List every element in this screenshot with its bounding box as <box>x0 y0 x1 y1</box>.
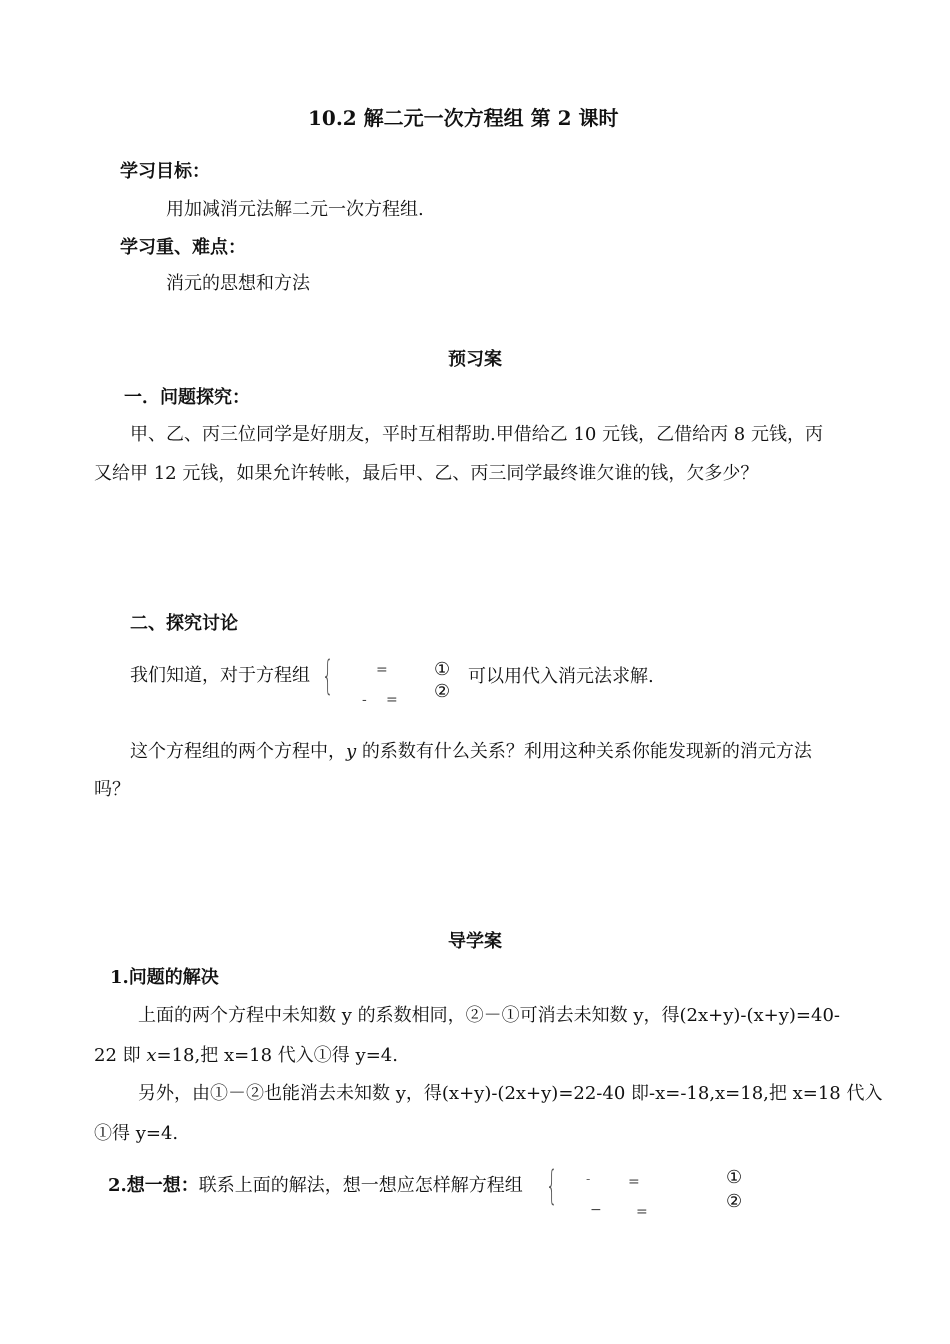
p1-line2-b: =18,把 x=18 代入①得 y=4. <box>156 1045 398 1066</box>
section2-suffix: 可以用代入消元法求解. <box>468 666 654 687</box>
section1-line1: 甲、乙、丙三位同学是好朋友，平时互相帮助.甲借给乙 10 元钱，乙借给丙 8 元钱，丙 <box>130 424 823 445</box>
system1-eq1-sign: = <box>376 662 388 678</box>
part1-p1-line1: 上面的两个方程中未知数 y 的系数相同，②－①可消去未知数 y，得(2x+y)-(x+y)=40- <box>138 1005 840 1026</box>
goal-text: 用加减消元法解二元一次方程组. <box>166 199 424 220</box>
p1-line2-a: 22 即 <box>94 1045 147 1066</box>
section2-heading: 二、探究讨论 <box>130 613 238 634</box>
system2-marker-1: ① <box>726 1167 743 1188</box>
question-variable: y <box>346 741 357 762</box>
p1-line2-variable: x <box>146 1045 157 1066</box>
part1-p2-line1: 另外，由①－②也能消去未知数 y，得(x+y)-(2x+y)=22-40 即-x=-18,x=18,把 x=18 代入 <box>138 1083 883 1104</box>
system1-marker-2: ② <box>434 681 451 702</box>
section2-question-line2: 吗？ <box>94 779 130 800</box>
key-heading: 学习重、难点： <box>120 237 246 258</box>
system2-marker-2: ② <box>726 1191 743 1212</box>
part2-heading: 2.想一想： <box>108 1175 199 1196</box>
part1-heading: 1.问题的解决 <box>110 967 219 988</box>
page-title: 10.2 解二元一次方程组 第 2 课时 <box>308 106 619 130</box>
section2-intro: 我们知道，对于方程组 <box>130 665 310 686</box>
question-text-a: 这个方程组的两个方程中， <box>130 741 346 762</box>
section1-line2: 又给甲 12 元钱，如果允许转帐，最后甲、乙、丙三同学最终谁欠谁的钱，欠多少？ <box>94 463 759 484</box>
system2-eq2-sign: = <box>636 1204 648 1220</box>
part1-p2-line2: ①得 y=4. <box>94 1123 179 1144</box>
question-text-b: 的系数有什么关系？利用这种关系你能发现新的消元方法 <box>356 741 812 762</box>
system1-eq2-sign: = <box>386 692 398 708</box>
section2-question-line1 <box>130 740 812 764</box>
key-text: 消元的思想和方法 <box>166 273 310 294</box>
preview-heading: 预习案 <box>448 349 502 370</box>
system2-eq1-sign: = <box>628 1174 640 1190</box>
part2-line <box>108 1174 523 1198</box>
section1-heading: 一．问题探究： <box>124 387 250 408</box>
guide-heading: 导学案 <box>448 931 502 952</box>
system1-marker-1: ① <box>434 659 451 680</box>
brace-icon: { <box>322 653 334 699</box>
part2-text: 联系上面的解法，想一想应怎样解方程组 <box>198 1175 523 1196</box>
system2-eq2-minus: − <box>590 1202 602 1218</box>
part1-p1-line2 <box>94 1044 398 1068</box>
brace-icon: { <box>546 1163 558 1209</box>
goal-heading: 学习目标： <box>120 161 210 182</box>
system1-eq2-minus: - <box>362 692 367 708</box>
system2-eq1-minus: - <box>586 1172 591 1186</box>
